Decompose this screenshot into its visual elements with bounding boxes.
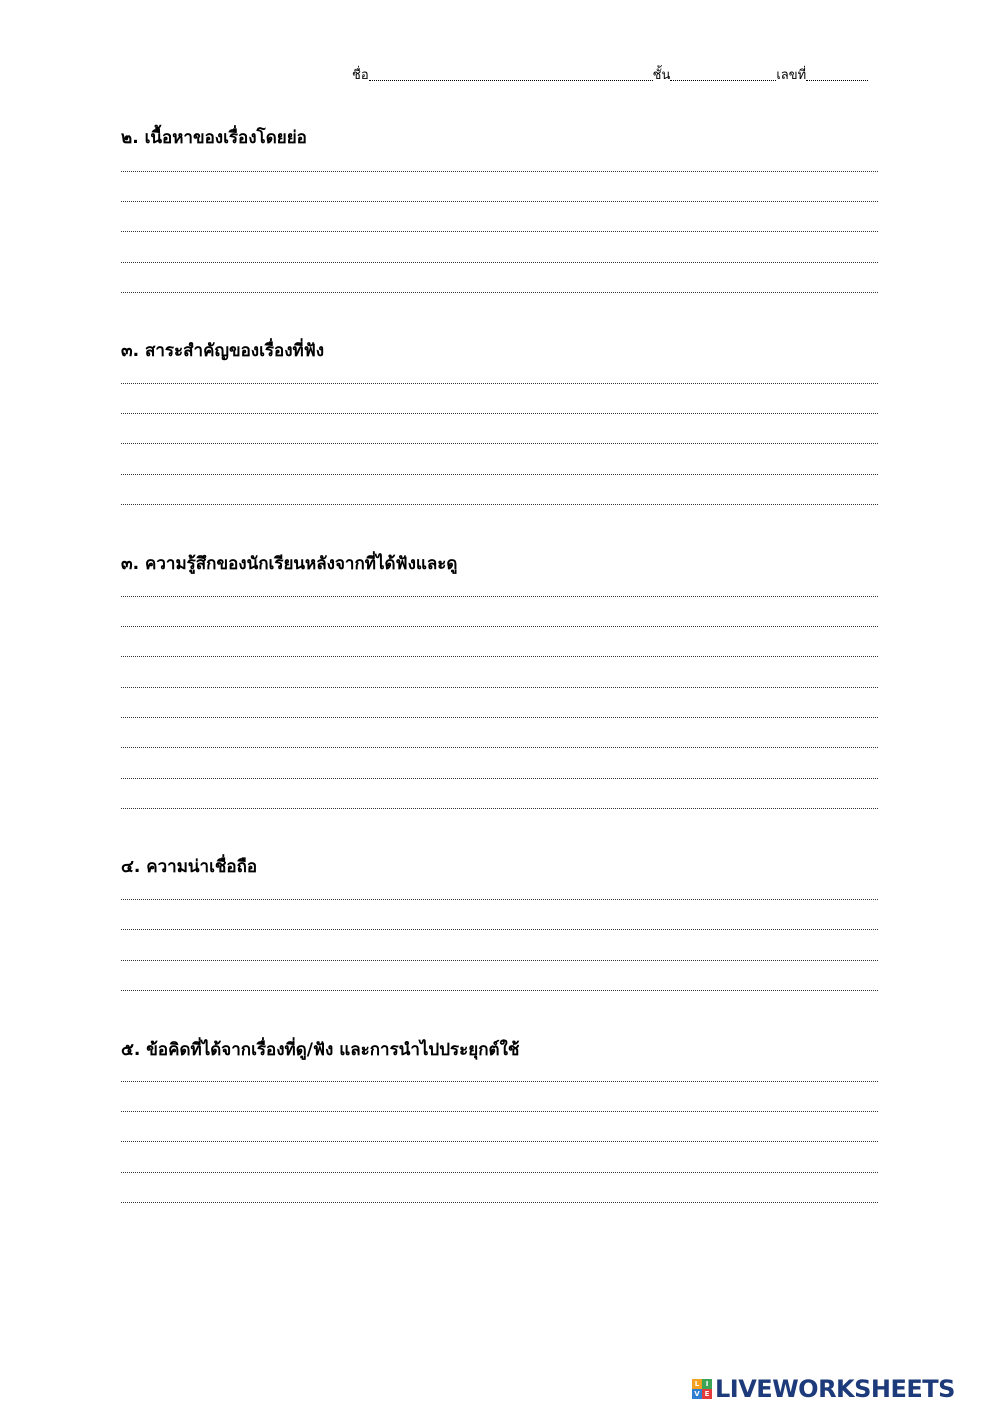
answer-line [121, 231, 878, 232]
section-title-summary: ๒. เนื้อหาของเรื่องโดยย่อ [121, 128, 307, 148]
answer-line [121, 1202, 878, 1203]
answer-line [121, 687, 878, 688]
number-label: เลขที่ [776, 68, 807, 83]
answer-line [121, 262, 878, 263]
answer-area-credibility[interactable] [121, 889, 878, 999]
answer-line [121, 929, 878, 930]
liveworksheets-logo[interactable] [692, 1375, 955, 1403]
answer-line [121, 443, 878, 444]
answer-line [121, 808, 878, 809]
answer-line [121, 717, 878, 718]
answer-area-feelings[interactable] [121, 585, 878, 815]
answer-line [121, 201, 878, 202]
section-title-main-idea: ๓. สาระสำคัญของเรื่องที่ฟัง [121, 341, 325, 361]
answer-line [121, 504, 878, 505]
name-field[interactable] [369, 80, 653, 81]
answer-line [121, 383, 878, 384]
answer-line [121, 171, 878, 172]
logo-mark-letter: E [702, 1389, 712, 1399]
section-title-feelings: ๓. ความรู้สึกของนักเรียนหลังจากที่ได้ฟังและดู [121, 554, 458, 574]
answer-line [121, 1111, 878, 1112]
logo-mark-letter: I [702, 1379, 712, 1389]
answer-line [121, 1172, 878, 1173]
answer-line [121, 1141, 878, 1142]
student-info-header [352, 62, 878, 84]
answer-line [121, 960, 878, 961]
section-title-lessons: ๕. ข้อคิดที่ได้จากเรื่องที่ดู/ฟัง และการนำไปประยุกต์ใช้ [121, 1040, 520, 1060]
answer-line [121, 413, 878, 414]
number-field[interactable] [806, 80, 868, 81]
liveworksheets-logo-icon [692, 1379, 712, 1399]
answer-line [121, 292, 878, 293]
answer-line [121, 1081, 878, 1082]
logo-mark-letter: L [692, 1379, 702, 1389]
answer-line [121, 778, 878, 779]
answer-line [121, 474, 878, 475]
class-label: ชั้น [652, 68, 671, 83]
answer-area-summary[interactable] [121, 160, 878, 300]
name-label: ชื่อ [352, 68, 369, 83]
answer-line [121, 626, 878, 627]
answer-line [121, 990, 878, 991]
answer-line [121, 899, 878, 900]
answer-line [121, 656, 878, 657]
logo-mark-letter: V [692, 1389, 702, 1399]
answer-line [121, 596, 878, 597]
answer-line [121, 747, 878, 748]
liveworksheets-logo-text: LIVEWORKSHEETS [715, 1375, 955, 1403]
class-field[interactable] [670, 80, 776, 81]
section-title-credibility: ๔. ความน่าเชื่อถือ [121, 857, 258, 877]
